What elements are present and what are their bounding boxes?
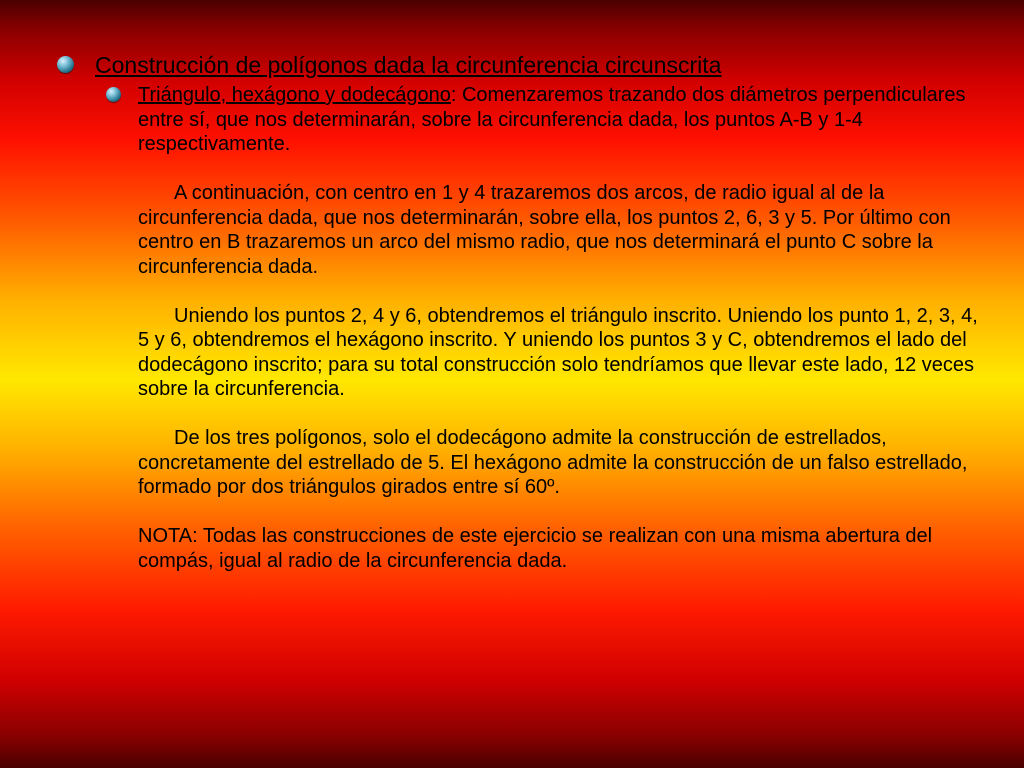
body-text xyxy=(138,83,983,573)
paragraph-intro xyxy=(138,83,983,157)
paragraph-3 xyxy=(138,304,983,402)
paragraph-note: NOTA: Todas las construcciones de este ejercicio se realizan con una misma abertura del compás, igual al radio de la circunferencia dada. xyxy=(138,525,933,572)
paragraph-2-text: A continuación, con centro en 1 y 4 trazaremos dos arcos, de radio igual al de la circunferencia dada, que nos determinarán, sobre ella, los puntos 2, 6, 3 y 5. Por último con centro en B trazaremos un arco del mismo radio, que nos determinará el punto C sobre la circunferencia dada. xyxy=(138,182,951,278)
bullet-level-1 xyxy=(57,52,997,78)
sphere-bullet-icon xyxy=(106,87,121,102)
sphere-bullet-icon xyxy=(57,56,74,73)
paragraph-4 xyxy=(138,426,983,500)
bullet-level-2 xyxy=(106,83,986,573)
paragraph-4-text: De los tres polígonos, solo el dodecágono admite la construcción de estrellados, concretamente del estrellado de 5. El hexágono admite la construcción de un falso estrellado, formado por dos triángulos girados entre sí 60º. xyxy=(138,427,968,498)
paragraph-3-text: Uniendo los puntos 2, 4 y 6, obtendremos el triángulo inscrito. Uniendo los punto 1, 2, 3, 4, 5 y 6, obtendremos el hexágono inscrito. Y uniendo los puntos 3 y C, obtendremos el lado del dodecágono inscrito; para su total construcción solo tendríamos que llevar este lado, 12 veces sobre la circunferencia. xyxy=(138,304,978,400)
paragraph-1-text: : Comenzaremos trazando dos diámetros perpendiculares entre sí, que nos determinarán, sobre la circunferencia dada, los puntos A-B y 1-4 respectivamente. xyxy=(138,84,966,155)
paragraph-2 xyxy=(138,181,983,279)
subheading: Triángulo, hexágono y dodecágono xyxy=(138,84,451,106)
slide-title: Construcción de polígonos dada la circunferencia circunscrita xyxy=(95,52,722,78)
